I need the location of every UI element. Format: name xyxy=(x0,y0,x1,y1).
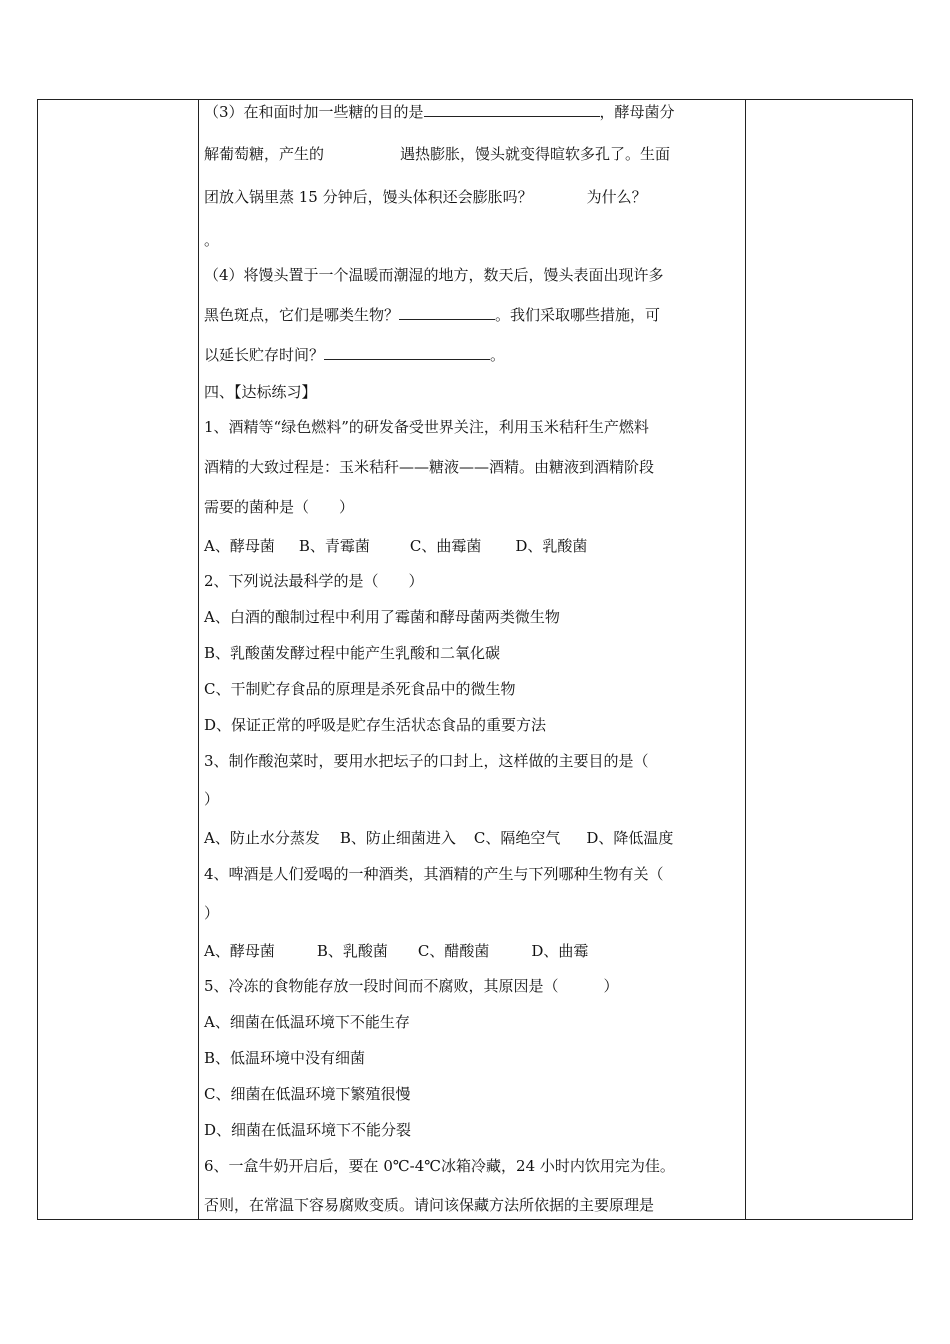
ex5-stem: 5、冷冻的食物能存放一段时间而不腐败，其原因是（ ） xyxy=(204,977,619,995)
option-c[interactable]: C、曲霉菌 xyxy=(409,537,482,555)
option-a[interactable]: A、酵母菌 xyxy=(204,942,275,960)
answer-blank[interactable] xyxy=(399,304,495,320)
option-c[interactable]: C、醋酸菌 xyxy=(417,942,490,960)
option-d[interactable]: D、降低温度 xyxy=(586,829,674,847)
q3-text: 团放入锅里蒸 15 分钟后，馒头体积还会膨胀吗？ xyxy=(204,188,533,206)
q3-line-1 xyxy=(204,101,675,122)
option-b[interactable]: B、低温环境中没有细菌 xyxy=(204,1049,366,1067)
answer-blank[interactable] xyxy=(424,101,600,117)
option-b[interactable]: B、防止细菌进入 xyxy=(339,829,456,847)
q4-line-2 xyxy=(204,304,660,325)
ex4-line-1: 4、啤酒是人们爱喝的一种酒类，其酒精的产生与下列哪种生物有关（ xyxy=(204,865,664,883)
q4-text: 以延长贮存时间？ xyxy=(204,346,325,364)
ex1-line-2: 酒精的大致过程是：玉米秸秆——糖液——酒精。由糖液到酒精阶段 xyxy=(204,458,655,476)
option-c[interactable]: C、细菌在低温环境下繁殖很慢 xyxy=(204,1085,411,1103)
q3-text: 解葡萄糖，产生的 xyxy=(204,145,325,163)
option-a[interactable]: A、白酒的酿制过程中利用了霉菌和酵母菌两类微生物 xyxy=(204,608,560,626)
q3-line-4: 。 xyxy=(204,231,220,249)
option-a[interactable]: A、细菌在低温环境下不能生存 xyxy=(204,1013,410,1031)
ex4-line-2: ） xyxy=(204,904,220,922)
ex6-line-1: 6、一盒牛奶开启后，要在 0℃-4℃冰箱冷藏，24 小时内饮用完为佳。 xyxy=(204,1157,675,1175)
ex3-options xyxy=(204,828,673,848)
option-d[interactable]: D、曲霉 xyxy=(531,942,589,960)
ex6-line-2: 否则，在常温下容易腐败变质。请问该保藏方法所依据的主要原理是 xyxy=(204,1196,655,1214)
option-b[interactable]: B、青霉菌 xyxy=(298,537,370,555)
option-b[interactable]: B、乳酸菌发酵过程中能产生乳酸和二氧化碳 xyxy=(204,644,501,662)
q3-text: 遇热膨胀，馒头就变得暄软多孔了。生面 xyxy=(400,145,671,163)
option-c[interactable]: C、干制贮存食品的原理是杀死食品中的微生物 xyxy=(204,680,516,698)
q4-line-1: （4）将馒头置于一个温暖而潮湿的地方，数天后，馒头表面出现许多 xyxy=(204,266,664,284)
q3-text: ，酵母菌分 xyxy=(599,103,675,121)
ex3-line-2: ） xyxy=(204,790,220,808)
ex1-line-1: 1、酒精等“绿色燃料”的研发备受世界关注，利用玉米秸秆生产燃料 xyxy=(204,418,649,436)
answer-blank[interactable] xyxy=(324,344,490,360)
q4-line-3 xyxy=(204,344,505,365)
ex1-line-3: 需要的菌种是（ ） xyxy=(204,498,355,516)
q3-line-3 xyxy=(204,187,647,207)
q3-line-2 xyxy=(204,144,670,164)
q4-text: 黑色斑点，它们是哪类生物？ xyxy=(204,306,400,324)
section-title: 四、【达标练习】 xyxy=(204,383,317,401)
q4-text: 。我们采取哪些措施，可 xyxy=(495,306,661,324)
option-d[interactable]: D、乳酸菌 xyxy=(515,537,588,555)
ex2-stem: 2、下列说法最科学的是（ ） xyxy=(204,572,424,590)
q4-text: 。 xyxy=(490,346,506,364)
option-d[interactable]: D、保证正常的呼吸是贮存生活状态食品的重要方法 xyxy=(204,716,547,734)
q3-text: （3）在和面时加一些糖的目的是 xyxy=(204,103,424,121)
ex3-line-1: 3、制作酸泡菜时，要用水把坛子的口封上，这样做的主要目的是（ xyxy=(204,752,649,770)
ex1-options xyxy=(204,536,587,556)
column-divider-right xyxy=(745,100,746,1219)
option-c[interactable]: C、隔绝空气 xyxy=(473,829,561,847)
option-d[interactable]: D、细菌在低温环境下不能分裂 xyxy=(204,1121,412,1139)
column-divider-left xyxy=(198,100,199,1219)
option-a[interactable]: A、酵母菌 xyxy=(204,537,275,555)
q3-text: 为什么？ xyxy=(586,188,647,206)
ex4-options xyxy=(204,941,588,961)
option-a[interactable]: A、防止水分蒸发 xyxy=(204,829,320,847)
option-b[interactable]: B、乳酸菌 xyxy=(316,942,388,960)
